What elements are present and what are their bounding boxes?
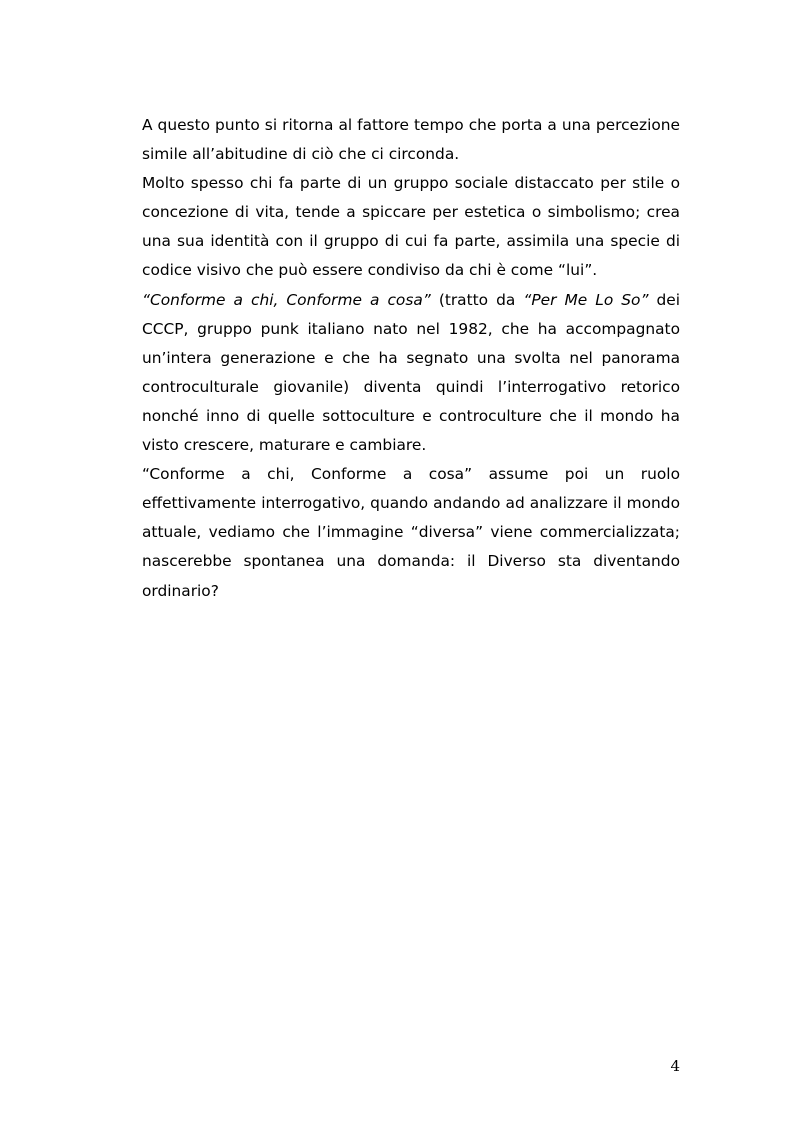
page-number: 4 — [670, 1057, 680, 1075]
text-segment: (tratto da — [430, 290, 524, 309]
italic-quote-title: “Conforme a chi, Conforme a cosa” — [142, 290, 431, 309]
text-segment: Molto spesso chi fa parte di un gruppo sociale distaccato per stile o concezione di vita, tende a spiccare per estetica o simbolismo; crea una sua identità con il gruppo di cui fa parte, assimila una specie di codice visivo che può essere condiviso da chi è come “lui”. — [142, 174, 680, 280]
body-text — [142, 111, 680, 606]
paragraph-4 — [142, 460, 680, 605]
paragraph-1 — [142, 111, 680, 169]
italic-song-title: “Per Me Lo So” — [523, 290, 649, 309]
paragraph-2 — [142, 169, 680, 285]
paragraph-3 — [142, 286, 680, 461]
text-segment: “Conforme a chi, Conforme a cosa” assume poi un ruolo effettivamente interrogativo, quando andando ad analizzare il mondo attuale, vediamo che l’immagine “diversa” viene commercializzata; nascerebbe spontanea una domanda: il Diverso sta diventando ordinario? — [142, 465, 680, 600]
text-segment: A questo punto si ritorna al fattore tempo che porta a una percezione simile all’abitudine di ciò che ci circonda. — [142, 116, 680, 164]
text-segment: dei CCCP, gruppo punk italiano nato nel 1982, che ha accompagnato un’intera generazione e che ha segnato una svolta nel panorama controculturale giovanile) diventa quindi l’interrogativo retorico nonché inno di quelle sottoculture e controculture che il mondo ha visto crescere, maturare e cambiare. — [142, 290, 680, 455]
